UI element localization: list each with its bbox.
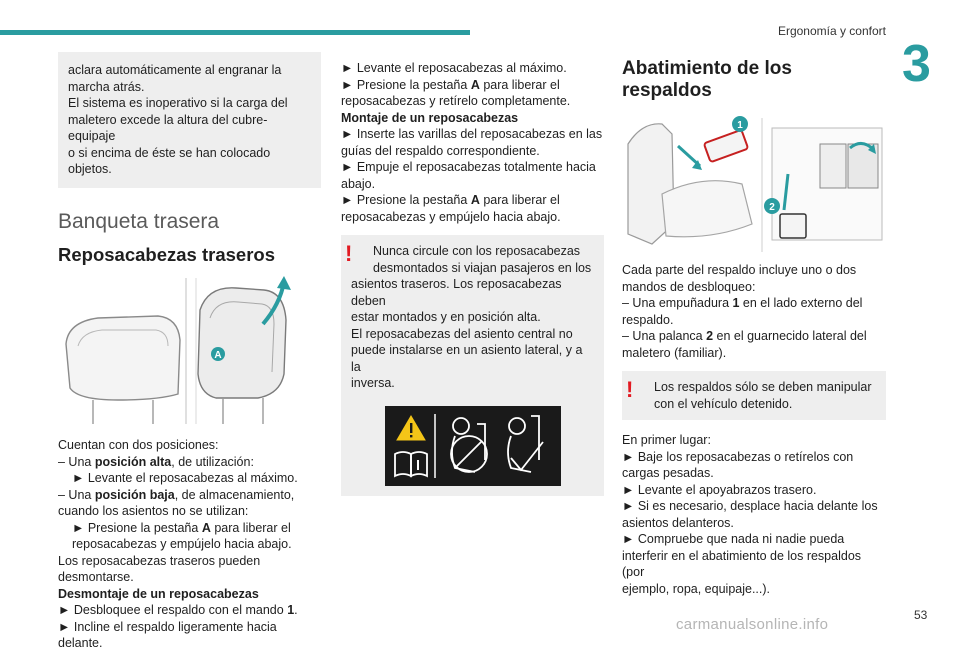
seatback-folding-illustration (622, 114, 886, 256)
removal-step-2: ► Incline el respaldo ligeramente hacia delante. (58, 619, 277, 650)
control-lever: – Una palanca 2 en el guarnecido lateral del (622, 329, 867, 343)
first-step-3-line2: asientos delanteros. (622, 515, 734, 530)
removable-text-line2: desmontarse. (58, 570, 134, 584)
warning-box-2 (622, 371, 886, 420)
first-step-4: ► Compruebe que nada ni nadie pueda (622, 532, 845, 546)
first-step-3: ► Si es necesario, desplace hacia delante los (622, 499, 878, 513)
warning-line: Los respaldos sólo se deben manipular (654, 380, 872, 394)
warning-box (341, 235, 604, 400)
section-title: Banqueta trasera (58, 209, 220, 233)
position-high: – Una posición alta, de utilización: (58, 454, 254, 469)
figure-label-1: 1 (737, 120, 743, 131)
position-low-step-line2: reposacabezas y empújelo hacia abajo. (72, 537, 292, 551)
control-handle: – Una empuñadura 1 en el lado externo del (622, 296, 863, 310)
column-3 (622, 52, 886, 597)
mount-step-1-line2: guías del respaldo correspondiente. (341, 143, 540, 158)
mount-step-3-line2: reposacabezas y empújelo hacia abajo. (341, 209, 561, 224)
mount-title: Montaje de un reposacabezas (341, 110, 519, 125)
position-low-line2: cuando los asientos no se utilizan: (58, 504, 249, 518)
intro-line: o si encima de éste se han colocado objetos. (68, 145, 271, 176)
warning-line: estar montados y en posición alta. (351, 310, 541, 324)
pictogram-area (341, 398, 604, 496)
column-1 (58, 52, 321, 652)
warning-line: inversa. (351, 376, 395, 390)
header-accent-bar (0, 30, 470, 35)
first-step-1: ► Baje los reposacabezas o retírelos con (622, 449, 854, 464)
controls-intro-line2: mandos de desbloqueo: (622, 279, 756, 294)
safety-pictogram (385, 406, 561, 486)
first-step-4-line2: interferir en el abatimiento de los respaldos (por (622, 548, 862, 579)
first-step-2: ► Levante el apoyabrazos trasero. (622, 482, 817, 497)
warning-exclamation-icon: ! (626, 377, 634, 402)
mount-step-2-line2: abajo. (341, 176, 376, 191)
figure-label-a: A (214, 350, 222, 361)
warning-line: El reposacabezas del asiento central no (351, 326, 573, 341)
step-press-line2: reposacabezas y retírelo completamente. (341, 94, 571, 108)
position-low: – Una posición baja, de almacenamiento, (58, 487, 295, 502)
intro-line: aclara automáticamente al engranar la (68, 63, 282, 77)
removable-text: Los reposacabezas traseros pueden (58, 553, 261, 568)
position-low-step: ► Presione la pestaña A para liberar el (72, 520, 291, 535)
warning-exclamation-icon: ! (345, 241, 353, 266)
first-step-1-line2: cargas pesadas. (622, 466, 714, 480)
subsection-title: Reposacabezas traseros (58, 244, 275, 265)
mount-step-1: ► Inserte las varillas del reposacabezas en las (341, 127, 603, 141)
warning-line: Nunca circule con los reposacabezas (373, 244, 581, 258)
control-lever-line2: maletero (familiar). (622, 345, 727, 360)
controls-intro: Cada parte del respaldo incluye uno o dos (622, 263, 857, 277)
removal-title: Desmontaje de un reposacabezas (58, 586, 259, 601)
column-2 (341, 52, 604, 496)
warning-line: puede instalarse en un asiento lateral, y a la (351, 343, 583, 374)
headrest-illustration (58, 274, 321, 429)
warning-line: con el vehículo detenido. (654, 396, 793, 411)
chapter-number: 3 (902, 35, 931, 93)
intro-note-box (58, 52, 321, 188)
removal-step-1: ► Desbloquee el respaldo con el mando 1. (58, 603, 298, 617)
warning-line: asientos traseros. Los reposacabezas deben (351, 277, 562, 308)
figure-label-2: 2 (769, 202, 775, 213)
page-number: 53 (914, 608, 928, 622)
section-title-folding: Abatimiento de los respaldos (622, 58, 792, 101)
mount-step-2: ► Empuje el reposacabezas totalmente hacia (341, 160, 596, 174)
intro-line: El sistema es inoperativo si la carga del (68, 96, 288, 110)
mount-step-3: ► Presione la pestaña A para liberar el (341, 193, 560, 207)
header-section-title: Ergonomía y confort (777, 24, 886, 38)
intro-line: maletero excede la altura del cubre-equipaje (68, 112, 268, 143)
intro-line: marcha atrás. (68, 79, 145, 94)
warning-line: desmontados si viajan pasajeros en los (373, 260, 592, 275)
first-steps-title: En primer lugar: (622, 433, 711, 447)
watermark: carmanualsonline.info (676, 616, 829, 633)
position-high-step: ► Levante el reposacabezas al máximo. (72, 471, 298, 485)
step-press: ► Presione la pestaña A para liberar el (341, 77, 560, 92)
step-raise: ► Levante el reposacabezas al máximo. (341, 61, 567, 75)
control-handle-line2: respaldo. (622, 312, 674, 327)
first-step-4-line3: ejemplo, ropa, equipaje...). (622, 581, 771, 596)
positions-intro: Cuentan con dos posiciones: (58, 438, 219, 452)
